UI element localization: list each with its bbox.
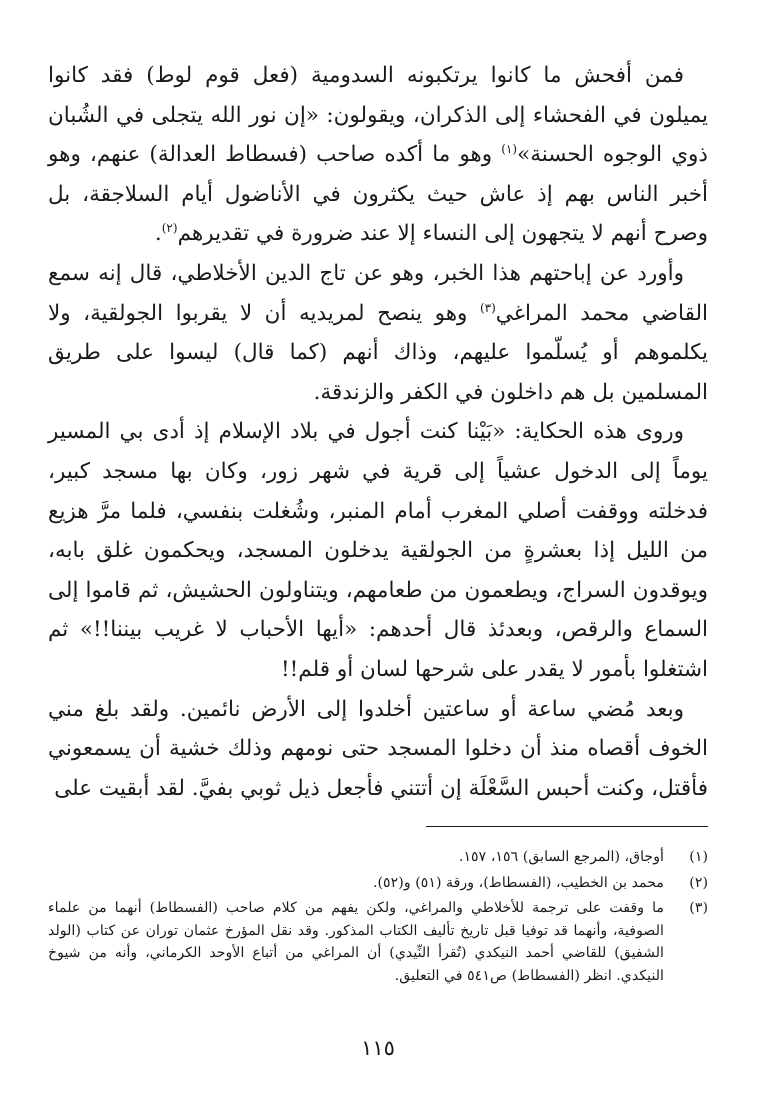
paragraph-1-text-c: . [154, 221, 162, 247]
book-page [48, 56, 708, 1096]
footnote-ref-1: (١) [501, 142, 518, 157]
footnote-ref-3: (٣) [479, 300, 496, 315]
footnote-number: (١) [689, 849, 708, 865]
paragraph-2 [48, 254, 708, 412]
footnote-separator [426, 826, 708, 827]
paragraph-3: وروى هذه الحكاية: «بَيْنا كنت أجول في بلاد الإسلام إذ أدى بي المسير يوماً إلى الدخول عشياً إلى قرية في شهر زور، وكان بها مسجد كبير، فدخلته ووقفت أصلي المغرب أمام المنبر، وشُغلت بنفسي، فلما مرَّ هزيع من الليل إذا بعشرةٍ من الجولقية يدخلون المسجد، ويحكمون غلق بابه، ويوقدون السراج، ويطعمون من طعامهم، ويتناولون الحشيش، ثم قاموا إلى السماع والرقص، وبعدئذ قال أحدهم: «أيها الأحباب لا غريب بيننا!!» ثم اشتغلوا بأمور لا يقدر على شرحها لسان أو قلم!! [48, 419, 708, 682]
paragraph-1 [48, 56, 708, 254]
page-number: ١١٥ [361, 1036, 395, 1060]
paragraph-1-text-a: فمن أفحش ما كانوا يرتكبونه السدومية (فعل قوم لوط) فقد كانوا يميلون في الفحشاء إلى الذكران، ويقولون: «إن نور الله يتجلى في الشُبان ذوي الوجوه الحسنة» [48, 63, 709, 168]
footnote-ref-2: (٢) [161, 221, 178, 236]
footnote-text: أوجاق، (المرجع السابق) ١٥٦، ١٥٧. [458, 849, 664, 865]
footnote-2 [48, 872, 708, 895]
footnote-number: (٣) [689, 900, 708, 916]
main-text [48, 56, 708, 808]
footnotes [48, 846, 708, 990]
paragraph-2-text-a: وأورد عن إباحتهم هذا الخبر، وهو عن تاج الدين الأخلاطي، قال إنه سمع القاضي محمد المراغي [48, 260, 709, 326]
footnote-number: (٢) [689, 874, 708, 891]
footnote-text: ما وقفت على ترجمة للأخلاطي والمراغي، ولكن يفهم من كلام صاحب (الفسطاط) أنهما من علماء الصوفية، وأنهما قد توفيا قبل تاريخ تأليف الكتاب المذكور. وقد نقل المؤرخ عثمان توران عن كتاب (الولد الشفيق) للقاضي أحمد النيكدي (تُقرأ النِّيدي) أن المراغي من أتباع الأوحد الكرماني، وأنه من شيوخ النيكدي. انظر (الفسطاط) ص٥٤١ في التعليق. [48, 900, 664, 984]
paragraph-1-text-b: وهو ما أكده صاحب (فسطاط العدالة) عنهم، وهو أخبر الناس بهم إذ عاش حيث يكثرون في الأناضول أيام السلاجقة، بل وصرح أنهم لا يتجهون إلى النساء إلا عند ضرورة في تقديرهم [48, 142, 708, 247]
paragraph-2-text-b: وهو ينصح لمريديه أن لا يقربوا الجولقية، ولا يكلموهم أو يُسلّموا عليهم، وذاك أنهم (كما قال) ليسوا على طريق المسلمين بل هم داخلون في الكفر والزندقة. [48, 300, 708, 405]
paragraph-4: وبعد مُضي ساعة أو ساعتين أخلدوا إلى الأرض نائمين. ولقد بلغ مني الخوف أقصاه منذ أن دخلوا المسجد حتى نومهم وذلك خشية أن يسمعوني فأقتل، وكنت أحبس السَّعْلَة إن أتتني فأجعل ذيل ثوبي بفيَّ. لقد أبقيت على [48, 696, 708, 801]
footnote-3 [48, 897, 708, 987]
footnote-1 [48, 846, 708, 869]
footnote-text: محمد بن الخطيب، (الفسطاط)، ورقة (٥١) و(٥٢). [373, 874, 664, 891]
